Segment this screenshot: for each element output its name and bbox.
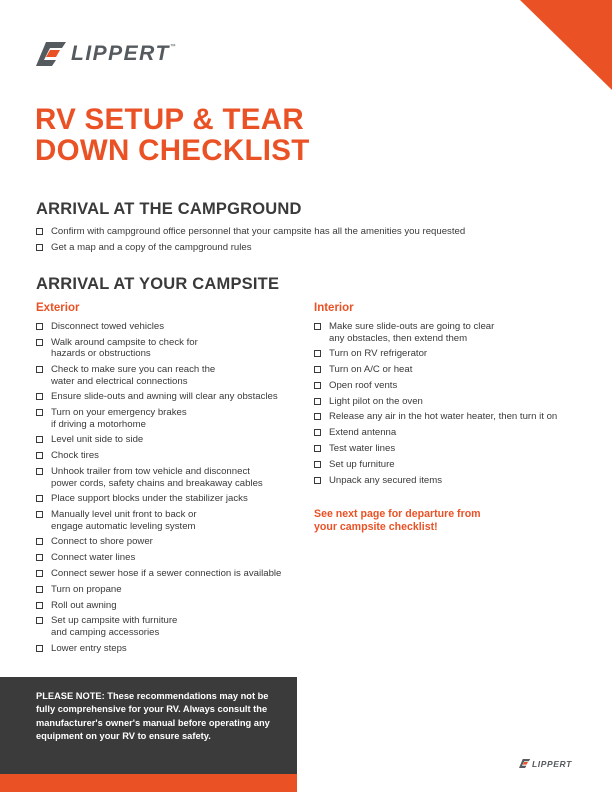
checkbox-icon[interactable] xyxy=(314,477,321,484)
checklist-item-text: Walk around campsite to check for xyxy=(51,336,198,348)
checklist-item xyxy=(36,509,306,532)
checklist-item-text: Set up furniture xyxy=(329,458,395,470)
checklist-item xyxy=(314,427,604,439)
exterior-checklist xyxy=(36,321,306,659)
checklist-item xyxy=(314,396,604,408)
checklist-item xyxy=(36,364,306,387)
title-line-1: RV SETUP & TEAR xyxy=(35,103,304,136)
checklist-item-text: and camping accessories xyxy=(51,626,160,638)
checkbox-icon[interactable] xyxy=(36,366,43,373)
checkbox-icon[interactable] xyxy=(36,511,43,518)
checklist-item-text: Release any air in the hot water heater, then turn it on xyxy=(329,411,558,423)
footer-logo-wordmark: LIPPERT xyxy=(532,758,572,769)
checklist-item-text: Make sure slide-outs are going to clear xyxy=(329,321,495,332)
checklist-item xyxy=(314,348,604,360)
checklist-item-text: Level unit side to side xyxy=(51,434,144,446)
see-next-line-1: See next page for departure from xyxy=(314,508,481,520)
checklist-item-text: power cords, safety chains and breakaway cables xyxy=(51,477,263,489)
footer-accent-bar xyxy=(0,774,297,792)
checklist-item xyxy=(36,643,306,655)
note-label: PLEASE NOTE: xyxy=(36,691,105,701)
see-next-line-2: your campsite checklist! xyxy=(314,521,438,533)
checkbox-icon[interactable] xyxy=(36,452,43,459)
checklist-item-text: hazards or obstructions xyxy=(51,348,151,360)
checklist-item xyxy=(314,321,604,344)
checklist-item-text: Open roof vents xyxy=(329,379,398,391)
subheading-exterior: Exterior xyxy=(36,302,80,314)
checkbox-icon[interactable] xyxy=(36,570,43,577)
title-line-2: DOWN CHECKLIST xyxy=(35,134,310,167)
checklist-item-text: Turn on your emergency brakes xyxy=(51,407,187,419)
logo-trademark: ™ xyxy=(169,44,176,50)
checklist-item-text: if driving a motorhome xyxy=(51,418,146,430)
checklist-item-text: Test water lines xyxy=(329,443,396,455)
checklist-item xyxy=(314,443,604,455)
checklist-item xyxy=(314,475,604,487)
checklist-item-text: any obstacles, then extend them xyxy=(329,332,468,344)
lippert-logo-mark-icon xyxy=(36,40,68,68)
checkbox-icon[interactable] xyxy=(36,554,43,561)
checklist-item-text: Turn on propane xyxy=(51,583,122,595)
checklist-item xyxy=(314,411,604,423)
checklist-item-text: Unhook trailer from tow vehicle and disconnect xyxy=(51,466,250,478)
checklist-item xyxy=(36,450,306,462)
checkbox-icon[interactable] xyxy=(314,398,321,405)
checkbox-icon[interactable] xyxy=(36,645,43,652)
checkbox-icon[interactable] xyxy=(36,323,43,330)
checklist-item xyxy=(36,600,306,612)
checkbox-icon[interactable] xyxy=(314,323,321,330)
checklist-item-text: engage automatic leveling system xyxy=(51,520,196,532)
checklist-item-text: Set up campsite with furniture xyxy=(51,615,178,627)
checklist-item xyxy=(314,364,604,376)
checklist-item-text: Turn on A/C or heat xyxy=(329,364,413,376)
checkbox-icon[interactable] xyxy=(36,339,43,346)
checkbox-icon[interactable] xyxy=(36,617,43,624)
checklist-item xyxy=(36,321,306,333)
campground-checklist xyxy=(36,226,586,258)
checklist-item xyxy=(36,552,306,564)
checkbox-icon[interactable] xyxy=(314,382,321,389)
checklist-item xyxy=(36,615,306,638)
checklist-item xyxy=(36,391,306,403)
checklist-item xyxy=(36,242,586,254)
checklist-item-text: Disconnect towed vehicles xyxy=(51,321,165,332)
checklist-item-text: Connect to shore power xyxy=(51,536,153,548)
checkbox-icon[interactable] xyxy=(314,429,321,436)
checklist-item-text: Lower entry steps xyxy=(51,642,127,654)
see-next-page-callout xyxy=(314,508,481,534)
checklist-item-text: Connect water lines xyxy=(51,552,136,564)
checklist-item xyxy=(36,584,306,596)
checklist-item-text: Roll out awning xyxy=(51,599,117,611)
lippert-logo xyxy=(36,40,176,68)
checkbox-icon[interactable] xyxy=(314,350,321,357)
checklist-item-text: water and electrical connections xyxy=(51,375,188,387)
lippert-logo-mark-icon xyxy=(519,758,531,769)
page-title xyxy=(35,104,310,166)
checkbox-icon[interactable] xyxy=(36,244,43,251)
checkbox-icon[interactable] xyxy=(36,495,43,502)
checklist-item-text: Ensure slide-outs and awning will clear any obstacles xyxy=(51,391,278,403)
checklist-item xyxy=(36,337,306,360)
checklist-item xyxy=(314,459,604,471)
checkbox-icon[interactable] xyxy=(314,413,321,420)
checklist-item xyxy=(36,536,306,548)
corner-accent xyxy=(520,0,612,90)
checkbox-icon[interactable] xyxy=(36,228,43,235)
footer-logo xyxy=(519,758,572,769)
note-body: These recommendations may not be fully comprehensive for your RV. Always consult the manufacturer's owner's manual before operating any equipment on your RV to ensure safety. xyxy=(36,691,270,741)
checklist-item-text: Light pilot on the oven xyxy=(329,395,423,407)
checkbox-icon[interactable] xyxy=(314,366,321,373)
checklist-item-text: Connect sewer hose if a sewer connection is available xyxy=(51,568,282,580)
checklist-item-text: Unpack any secured items xyxy=(329,474,443,486)
checkbox-icon[interactable] xyxy=(36,602,43,609)
checklist-item-text: Check to make sure you can reach the xyxy=(51,364,216,376)
checklist-item xyxy=(36,407,306,430)
checkbox-icon[interactable] xyxy=(36,468,43,475)
checkbox-icon[interactable] xyxy=(314,461,321,468)
checklist-item xyxy=(36,568,306,580)
checkbox-icon[interactable] xyxy=(36,586,43,593)
checklist-item-text: Turn on RV refrigerator xyxy=(329,348,428,360)
checklist-item xyxy=(36,226,586,238)
checklist-item-text: Extend antenna xyxy=(329,427,397,439)
checkbox-icon[interactable] xyxy=(36,393,43,400)
checklist-item-text: Confirm with campground office personnel that your campsite has all the amenities you requested xyxy=(51,226,466,237)
checkbox-icon[interactable] xyxy=(314,445,321,452)
interior-checklist xyxy=(314,321,604,490)
checklist-item-text: Place support blocks under the stabilizer jacks xyxy=(51,493,248,505)
checklist-item-text: Manually level unit front to back or xyxy=(51,509,197,521)
checklist-item xyxy=(36,493,306,505)
logo-wordmark: LIPPERT xyxy=(71,42,170,65)
note-text xyxy=(36,690,271,743)
checklist-item-text: Chock tires xyxy=(51,450,99,462)
checklist-item xyxy=(36,434,306,446)
checklist-item xyxy=(314,380,604,392)
checkbox-icon[interactable] xyxy=(36,436,43,443)
checklist-item xyxy=(36,466,306,489)
checkbox-icon[interactable] xyxy=(36,538,43,545)
section-heading-campground: ARRIVAL AT THE CAMPGROUND xyxy=(36,200,302,218)
checklist-item-text: Get a map and a copy of the campground rules xyxy=(51,241,252,253)
section-heading-campsite: ARRIVAL AT YOUR CAMPSITE xyxy=(36,275,280,293)
checkbox-icon[interactable] xyxy=(36,409,43,416)
subheading-interior: Interior xyxy=(314,302,354,314)
